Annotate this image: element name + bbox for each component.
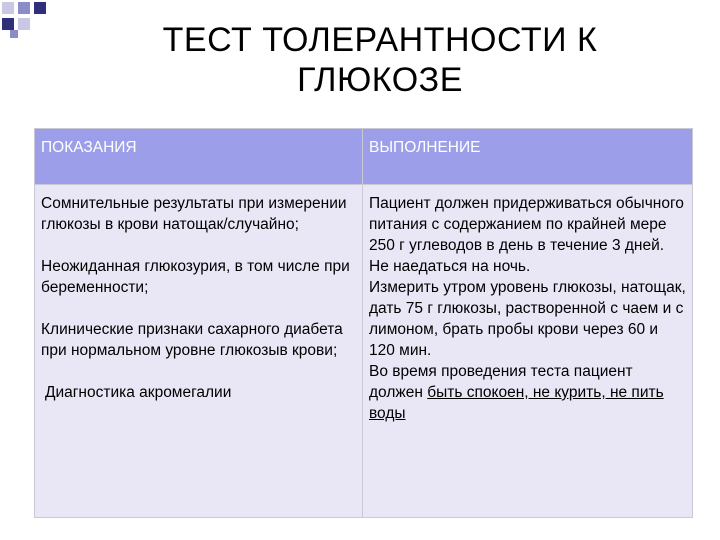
deco-square: [18, 2, 30, 14]
deco-square: [2, 2, 14, 14]
header-procedure: ВЫПОЛНЕНИЕ: [363, 129, 693, 185]
table-row: [35, 185, 693, 518]
deco-square: [34, 2, 46, 14]
table-header-row: [35, 129, 693, 185]
procedure-text-3: [369, 361, 686, 424]
deco-square: [10, 30, 18, 38]
glucose-test-table: [34, 128, 693, 518]
indication-item: Неожиданная глюкозурия, в том числе при беременности;: [41, 258, 350, 296]
page-title: [80, 20, 680, 100]
title-line-2: ГЛЮКОЗЕ: [297, 61, 463, 99]
title-line-1: ТЕСТ ТОЛЕРАНТНОСТИ К: [162, 21, 598, 59]
header-indications: ПОКАЗАНИЯ: [35, 129, 363, 185]
deco-square: [2, 18, 14, 30]
deco-square: [18, 18, 30, 30]
indication-item: Диагностика акромегалии: [45, 384, 232, 401]
procedure-text-1: Пациент должен придерживаться обычного питания с содержанием по крайней мере 250 г углеводов в день в течение 3 дней. Не наедаться на ночь.: [369, 195, 684, 275]
indications-cell: [35, 185, 363, 518]
procedure-cell: [363, 185, 693, 518]
indication-item: Сомнительные результаты при измерении глюкозы в крови натощак/случайно;: [41, 195, 347, 233]
indication-item: Клинические признаки сахарного диабета при нормальном уровне глюкозыв крови;: [41, 321, 343, 359]
procedure-text-3-underlined: быть спокоен, не курить, не пить воды: [369, 384, 664, 422]
procedure-text-2: Измерить утром уровень глюкозы, натощак, дать 75 г глюкозы, растворенной с чаем и с лимоном, брать пробы крови через 60 и 120 мин.: [369, 279, 686, 359]
decorative-squares: [0, 0, 60, 40]
procedure-text-3-plain: Во время проведения теста пациент должен: [369, 363, 633, 401]
